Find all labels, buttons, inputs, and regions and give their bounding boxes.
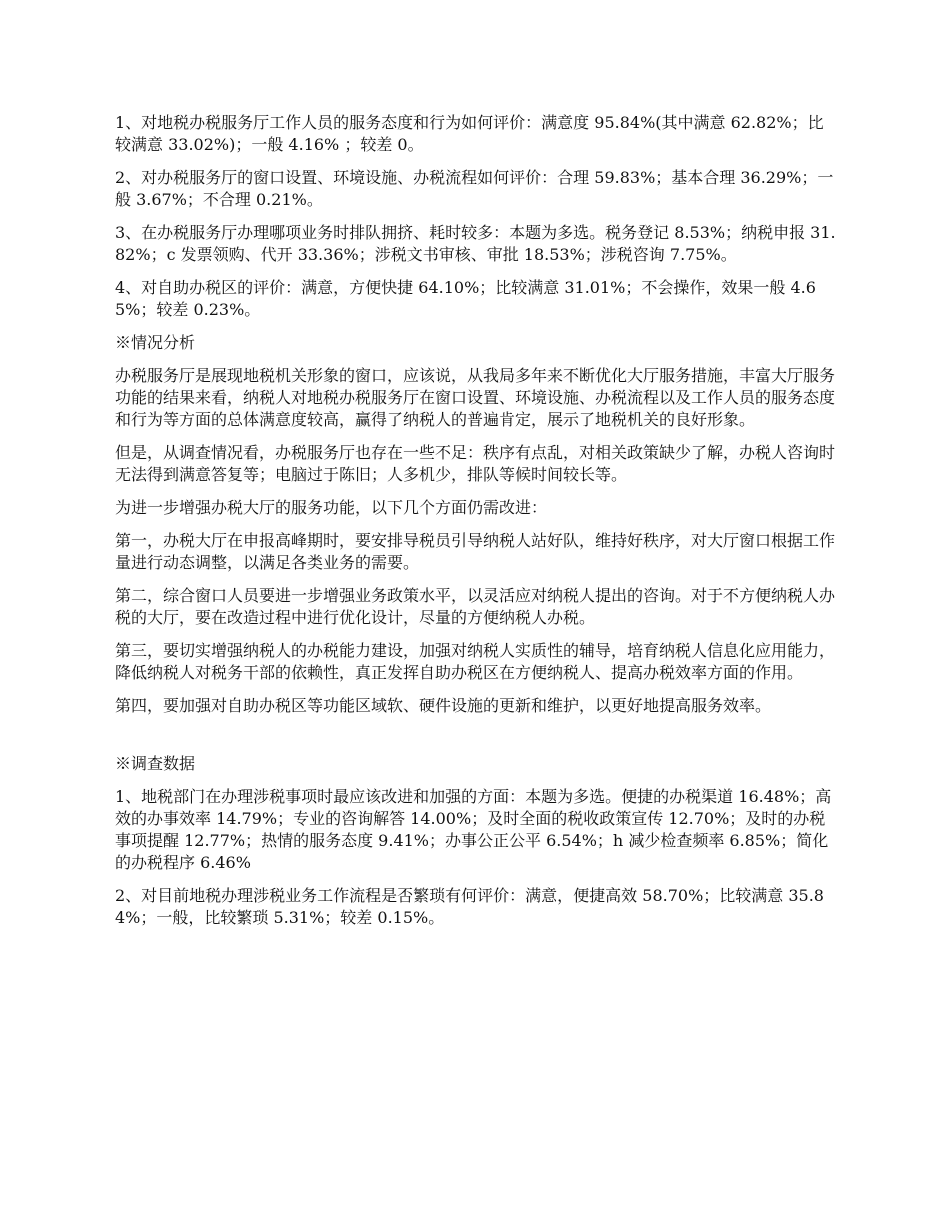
section-heading-survey-data: ※调查数据 [115,754,196,773]
improvement-point-4: 第四，要加强对自助办税区等功能区域软、硬件设施的更新和维护，以更好地提高服务效率。 [115,696,772,715]
survey-item-service-attitude: 1、对地税办税服务厅工作人员的服务态度和行为如何评价：满意度 95.84%(其中满意 62.82%；比较满意 33.02%)；一般 4.16% ；较差 0。 [115,113,824,154]
section-heading-analysis: ※情况分析 [115,333,196,352]
analysis-paragraph-overview: 办税服务厅是展现地税机关形象的窗口，应该说，从我局多年来不断优化大厅服务措施，丰富大厅服务功能的结果来看，纳税人对地税办税服务厅在窗口设置、环境设施、办税流程以及工作人员的服务态度和行为等方面的总体满意度较高，赢得了纳税人的普遍肯定，展示了地税机关的良好形象。 [115,366,836,429]
improvement-point-1: 第一，办税大厅在申报高峰期时，要安排导税员引导纳税人站好队，维持好秩序，对大厅窗口根据工作量进行动态调整，以满足各类业务的需要。 [115,531,836,572]
survey-item-window-setup: 2、对办税服务厅的窗口设置、环境设施、办税流程如何评价：合理 59.83%；基本合理 36.29%；一般 3.67%；不合理 0.21%。 [115,168,834,209]
analysis-paragraph-intro: 为进一步增强办税大厅的服务功能，以下几个方面仍需改进： [115,498,548,517]
document-body [115,112,837,940]
survey-data-item-2: 2、对目前地税办理涉税业务工作流程是否繁琐有何评价：满意，便捷高效 58.70%；比较满意 35.84%；一般，比较繁琐 5.31%；较差 0.15%。 [115,886,824,927]
improvement-point-2: 第二，综合窗口人员要进一步增强业务政策水平，以灵活应对纳税人提出的咨询。对于不方便纳税人办税的大厅，要在改造过程中进行优化设计，尽量的方便纳税人办税。 [115,586,836,627]
survey-item-self-service: 4、对自助办税区的评价：满意，方便快捷 64.10%；比较满意 31.01%；不会操作，效果一般 4.65%；较差 0.23%。 [115,278,816,319]
survey-item-queue-business: 3、在办税服务厅办理哪项业务时排队拥挤、耗时较多：本题为多选。税务登记 8.53%；纳税申报 31.82%；c 发票领购、代开 33.36%；涉税文书审核、审批 18.53%；涉税咨询 7.75%。 [115,223,836,264]
analysis-paragraph-shortcomings: 但是，从调查情况看，办税服务厅也存在一些不足：秩序有点乱，对相关政策缺少了解，办税人咨询时无法得到满意答复等；电脑过于陈旧；人多机少，排队等候时间较长等。 [115,443,836,484]
improvement-point-3: 第三，要切实增强纳税人的办税能力建设，加强对纳税人实质性的辅导，培育纳税人信息化应用能力，降低纳税人对税务干部的依赖性，真正发挥自助办税区在方便纳税人、提高办税效率方面的作用。 [115,641,836,682]
survey-data-item-1: 1、地税部门在办理涉税事项时最应该改进和加强的方面：本题为多选。便捷的办税渠道 16.48%；高效的办事效率 14.79%；专业的咨询解答 14.00%；及时全面的税收政策宣传 12.70%；及时的办税事项提醒 12.77%；热情的服务态度 9.41%；办事公正公平 6.54%；h 减少检查频率 6.85%；简化的办税程序 6.46% [115,787,832,872]
